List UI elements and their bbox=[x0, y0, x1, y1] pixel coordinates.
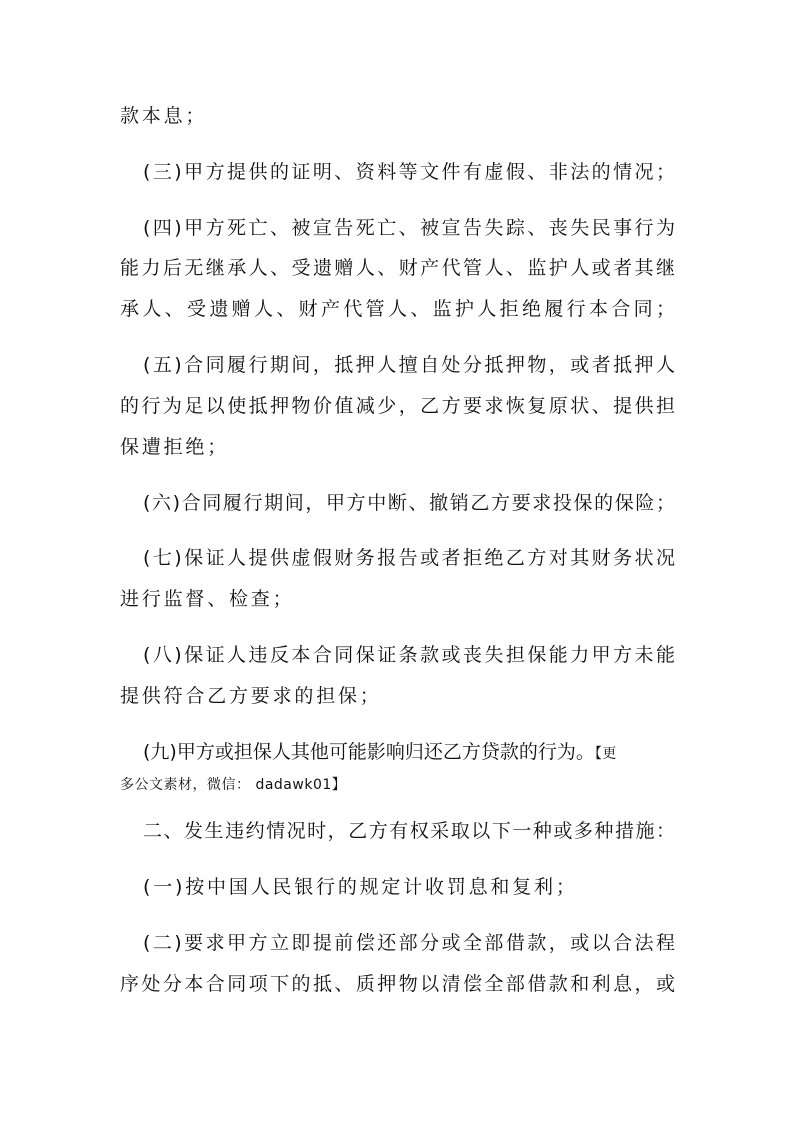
text-line-14-main: (九)甲方或担保人其他可能影响归还乙方贷款的行为。 bbox=[143, 741, 595, 763]
text-line-12: (八)保证人违反本合同保证条款或丧失担保能力甲方未能 bbox=[143, 644, 675, 666]
text-line-2: (三)甲方提供的证明、资料等文件有虚假、非法的情况； bbox=[143, 161, 675, 183]
text-line-5: 承人、受遗赠人、财产代管人、监护人拒绝履行本合同； bbox=[120, 298, 675, 320]
text-line-7: 的行为足以使抵押物价值减少，乙方要求恢复原状、提供担 bbox=[120, 395, 675, 417]
text-line-8: 保遭拒绝； bbox=[120, 436, 230, 458]
text-line-18: (二)要求甲方立即提前偿还部分或全部借款，或以合法程 bbox=[143, 932, 675, 954]
text-line-4: 能力后无继承人、受遗赠人、财产代管人、监护人或者其继 bbox=[120, 257, 675, 279]
text-line-9: (六)合同履行期间，甲方中断、撤销乙方要求投保的保险； bbox=[143, 492, 675, 514]
text-line-19: 序处分本合同项下的抵、质押物以清偿全部借款和利息，或 bbox=[120, 973, 675, 995]
text-line-3: (四)甲方死亡、被宣告死亡、被宣告失踪、丧失民事行为 bbox=[143, 217, 675, 239]
text-line-16: 二、发生违约情况时，乙方有权采取以下一种或多种措施： bbox=[143, 820, 675, 842]
text-line-10: (七)保证人提供虚假财务报告或者拒绝乙方对其财务状况 bbox=[143, 547, 675, 569]
text-line-14 bbox=[143, 740, 675, 766]
text-line-11: 进行监督、检查； bbox=[120, 588, 295, 610]
text-line-6: (五)合同履行期间，抵押人擅自处分抵押物，或者抵押人 bbox=[143, 354, 675, 376]
text-line-17: (一)按中国人民银行的规定计收罚息和复利； bbox=[143, 876, 578, 898]
text-line-13: 提供符合乙方要求的担保； bbox=[120, 685, 382, 707]
text-line-15: 多公文素材，微信： dadawk01】 bbox=[120, 777, 347, 793]
text-line-1: 款本息； bbox=[120, 105, 208, 127]
text-line-14-note: 【更 bbox=[594, 746, 617, 762]
